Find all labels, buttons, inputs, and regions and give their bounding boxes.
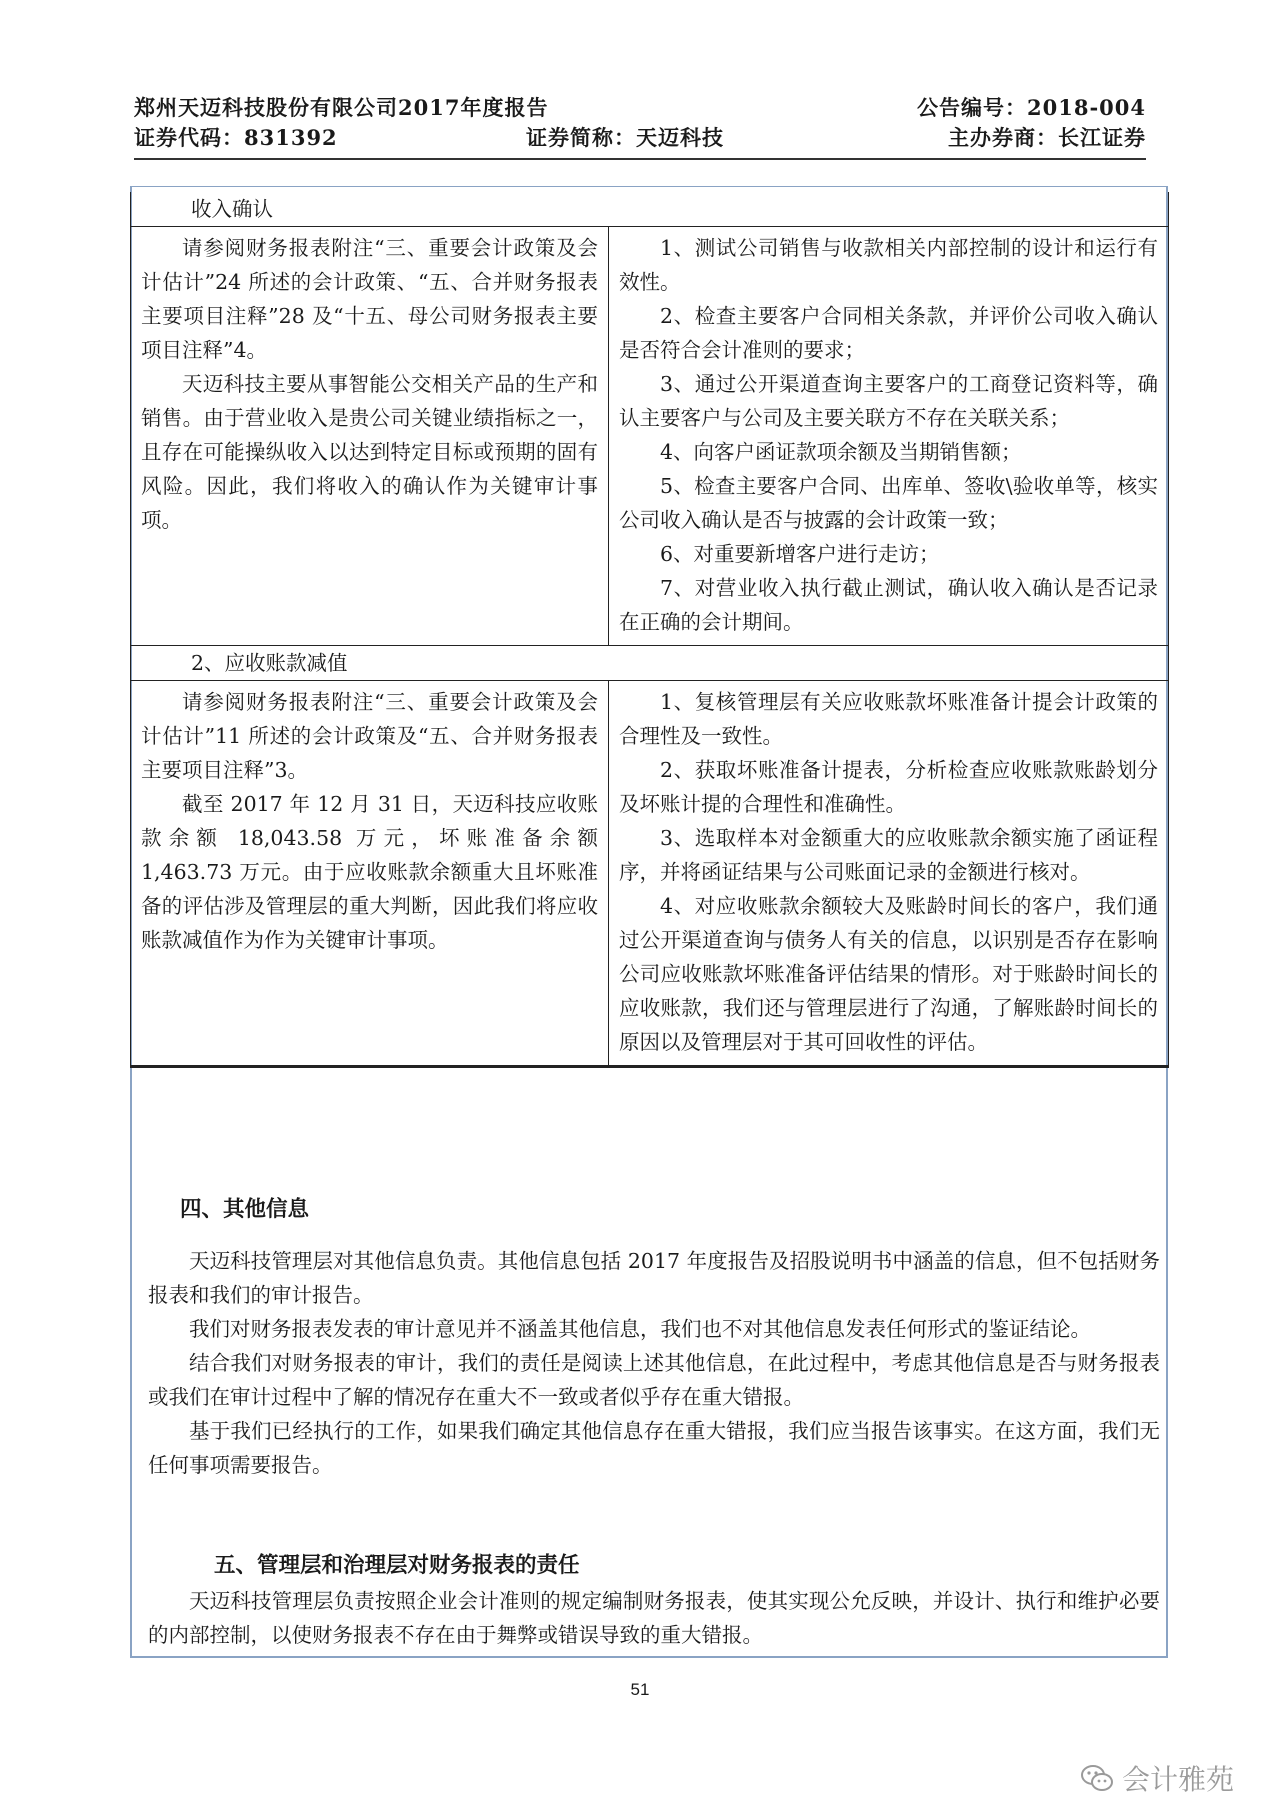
other-info-p1: 天迈科技管理层对其他信息负责。其他信息包括 2017 年度报告及招股说明书中涵盖的信息，但不包括财务报表和我们的审计报告。 — [148, 1249, 1160, 1307]
section-2-right-p2: 2、获取坏账准备计提表，分析检查应收账款账龄划分及坏账计提的合理性和准确性。 — [619, 758, 1158, 816]
section-1-right-p6: 6、对重要新增客户进行走访； — [660, 542, 940, 566]
key-audit-matters-table — [130, 192, 1169, 1068]
page-number: 51 — [630, 1680, 650, 1699]
section-1-left-p2: 天迈科技主要从事智能公交相关产品的生产和销售。由于营业收入是贵公司关键业绩指标之一，且存在可能操纵收入以达到特定目标或预期的固有风险。因此，我们将收入的确认作为关键审计事项。 — [141, 372, 598, 532]
section-1-header-row — [131, 192, 1169, 227]
section-1-right-p7: 7、对营业收入执行截止测试，确认收入确认是否记录在正确的会计期间。 — [619, 576, 1158, 634]
watermark — [1080, 1758, 1234, 1798]
section-1-right-p4: 4、向客户函证款项余额及当期销售额； — [660, 440, 1022, 464]
section-2-right-p1: 1、复核管理层有关应收账款坏账准备计提会计政策的合理性及一致性。 — [619, 690, 1158, 748]
section-2-header-row — [131, 646, 1169, 681]
header-divider — [134, 158, 1146, 160]
management-title: 五、管理层和治理层对财务报表的责任 — [214, 1553, 580, 1578]
section-1-right-p2: 2、检查主要客户合同相关条款，并评价公司收入确认是否符合会计准则的要求； — [619, 304, 1158, 362]
section-2-content-row — [131, 681, 1169, 1067]
other-info-title: 四、其他信息 — [180, 1197, 310, 1222]
security-abbreviation: 证券简称：天迈科技 — [526, 125, 724, 150]
section-2-left-p1: 请参阅财务报表附注“三、重要会计政策及会计估计”11 所述的会计政策及“五、合并财务报表主要项目注释”3。 — [141, 690, 598, 782]
section-1-content-row — [131, 227, 1169, 646]
watermark-text: 会计雅苑 — [1122, 1763, 1235, 1796]
section-2-title: 2、应收账款减值 — [131, 646, 1169, 681]
section-2-right-p3: 3、选取样本对金额重大的应收账款余额实施了函证程序，并将函证结果与公司账面记录的金额进行核对。 — [619, 826, 1158, 884]
other-info-p2: 我们对财务报表发表的审计意见并不涵盖其他信息，我们也不对其他信息发表任何形式的鉴证结论。 — [189, 1317, 1091, 1341]
company-report-title: 郑州天迈科技股份有限公司2017年度报告 — [134, 95, 549, 120]
section-1-procedures — [609, 227, 1169, 646]
section-1-right-p5: 5、检查主要客户合同、出库单、签收\验收单等，核实公司收入确认是否与披露的会计政策一致； — [619, 474, 1158, 532]
section-1-description — [131, 227, 609, 646]
other-info-p3: 结合我们对财务报表的审计，我们的责任是阅读上述其他信息，在此过程中，考虑其他信息是否与财务报表或我们在审计过程中了解的情况存在重大不一致或者似乎存在重大错报。 — [148, 1351, 1160, 1409]
announcement-number: 公告编号：2018-004 — [917, 95, 1146, 120]
section-2-description — [131, 681, 609, 1067]
header-row-1 — [134, 92, 1146, 122]
section-2-right-p4: 4、对应收账款余额较大及账龄时间长的客户，我们通过公开渠道查询与债务人有关的信息，以识别是否存在影响公司应收账款坏账准备评估结果的情形。对于账龄时间长的应收账款，我们还与管理层进行了沟通，了解账龄时间长的原因以及管理层对于其可回收性的评估。 — [619, 894, 1158, 1054]
section-2-procedures — [609, 681, 1169, 1067]
other-info-body — [148, 1244, 1160, 1482]
header-row-2 — [134, 122, 1146, 152]
section-2-left-p2: 截至 2017 年 12 月 31 日，天迈科技应收账款余额 18,043.58 万元，坏账准备余额 1,463.73 万元。由于应收账款余额重大且坏账准备的评估涉及管理层的重大判断，因此我们将应收账款减值作为作为关键审计事项。 — [141, 792, 598, 952]
management-p1: 天迈科技管理层负责按照企业会计准则的规定编制财务报表，使其实现公允反映，并设计、执行和维护必要的内部控制，以使财务报表不存在由于舞弊或错误导致的重大错报。 — [148, 1589, 1160, 1647]
other-info-p4: 基于我们已经执行的工作，如果我们确定其他信息存在重大错报，我们应当报告该事实。在这方面，我们无任何事项需要报告。 — [148, 1419, 1160, 1477]
management-body — [148, 1584, 1160, 1652]
wechat-icon — [1080, 1763, 1114, 1793]
section-1-right-p1: 1、测试公司销售与收款相关内部控制的设计和运行有效性。 — [619, 236, 1158, 294]
section-1-title: 收入确认 — [131, 192, 1169, 227]
security-code: 证券代码：831392 — [134, 125, 338, 150]
sponsor-broker: 主办券商：长江证券 — [948, 125, 1146, 150]
section-1-left-p1: 请参阅财务报表附注“三、重要会计政策及会计估计”24 所述的会计政策、“五、合并财务报表主要项目注释”28 及“十五、母公司财务报表主要项目注释”4。 — [141, 236, 598, 362]
section-1-right-p3: 3、通过公开渠道查询主要客户的工商登记资料等，确认主要客户与公司及主要关联方不存在关联关系； — [619, 372, 1158, 430]
